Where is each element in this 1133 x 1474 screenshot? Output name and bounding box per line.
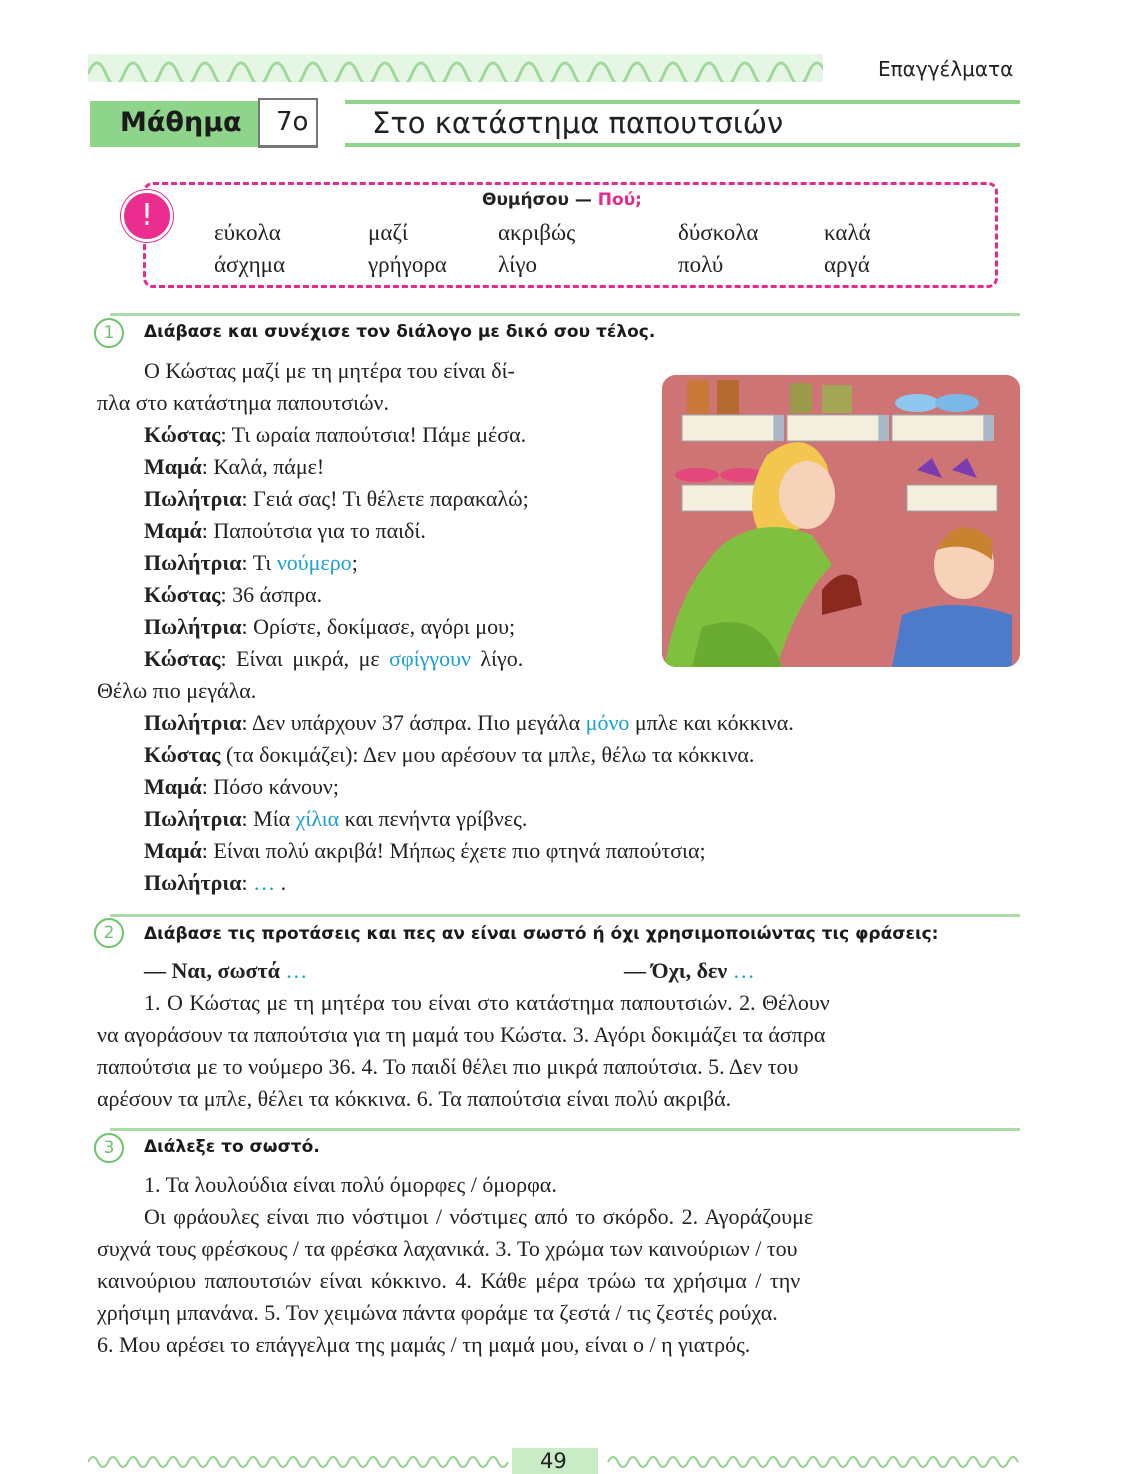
exercise-1-number: 1 — [94, 318, 124, 348]
dialogue-line: Μαμά: Πόσο κάνουν; — [144, 774, 339, 799]
page-number: 49 — [540, 1449, 567, 1473]
dialogue-line: Πωλήτρια: Ορίστε, δοκίμασε, αγόρι μου; — [144, 614, 516, 639]
word-item: εύκολα — [214, 220, 281, 245]
decorative-wave-band — [88, 54, 823, 82]
word-item: δύσκολα — [678, 220, 759, 245]
dialogue-line: Κώστας: Τι ωραία παπούτσια! Πάμε μέσα. — [144, 422, 527, 447]
choice-line: χρήσιμη μπανάνα. 5. Τον χειμώνα πάντα φοράμε τα ζεστά / τις ζεστές ρούχα. — [97, 1300, 778, 1325]
phrase-no: — Όχι, δεν … — [624, 958, 755, 983]
exercise-2-title: Διάβασε τις προτάσεις και πες αν είναι σωστό ή όχι χρησιμοποιώντας τις φράσεις: — [144, 924, 939, 944]
shoe-store-illustration — [662, 375, 1020, 667]
word-item: γρήγορα — [368, 252, 447, 277]
statement-line: παπούτσια με το νούμερο 36. 4. Το παιδί θέλει πιο μικρά παπούτσια. 5. Δεν του — [97, 1054, 799, 1079]
dialogue-line: Μαμά: Είναι πολύ ακριβά! Μήπως έχετε πιο φτηνά παπούτσια; — [144, 838, 706, 863]
exercise-2-number: 2 — [94, 918, 124, 948]
dialogue-line: Μαμά: Καλά, πάμε! — [144, 454, 325, 479]
dialogue-line: Κώστας: 36 άσπρα. — [144, 582, 323, 607]
choice-line: 6. Μου αρέσει το επάγγελμα της μαμάς / τη μαμά μου, είναι ο / η γιατρός. — [97, 1332, 751, 1357]
choice-line: Οι φράουλες είναι πιο νόστιμοι / νόστιμες από το σκόρδο. 2. Αγοράζουμε — [144, 1204, 814, 1229]
exercise-1-title: Διάβασε και συνέχισε τον διάλογο με δικό σου τέλος. — [144, 322, 656, 342]
word-item: ακριβώς — [498, 220, 576, 245]
statement-line: αρέσουν τα μπλε, θέλει τα κόκκινα. 6. Τα παπούτσια είναι πολύ ακριβά. — [97, 1086, 732, 1111]
word-item: αργά — [824, 252, 870, 277]
dialogue-continuation: Θέλω πιο μεγάλα. — [97, 678, 257, 703]
exercise-3-rule — [110, 1128, 1020, 1131]
dialogue-line: Κώστας: Είναι μικρά, με σφίγγουν λίγο. — [144, 646, 524, 671]
exercise-1-rule — [110, 313, 1020, 316]
phrase-yes: — Ναι, σωστά … — [144, 958, 308, 983]
word-item: μαζί — [368, 220, 409, 245]
dialogue-line: Μαμά: Παπούτσια για το παιδί. — [144, 518, 426, 543]
chapter-title: Επαγγέλματα — [878, 57, 1014, 81]
word-item: καλά — [824, 220, 871, 245]
lesson-title: Στο κατάστημα παπουτσιών — [372, 106, 784, 140]
word-item: λίγο — [498, 252, 538, 277]
word-item: άσχημα — [214, 252, 286, 277]
dialogue-line: Πωλήτρια: … . — [144, 870, 287, 895]
dialogue-line: Πωλήτρια: Δεν υπάρχουν 37 άσπρα. Πιο μεγάλα μόνο μπλε και κόκκινα. — [144, 710, 794, 735]
intro-line: Ο Κώστας μαζί με τη μητέρα του είναι δί- — [144, 358, 515, 383]
exercise-3-title: Διάλεξε το σωστό. — [144, 1137, 320, 1157]
choice-line: συχνά τους φρέσκους / τα φρέσκα λαχανικά. 3. Το χρώμα των καινούριων / του — [97, 1236, 798, 1261]
dialogue-line: Πωλήτρια: Γειά σας! Τι θέλετε παρακαλώ; — [144, 486, 529, 511]
lesson-number: 7ο — [276, 107, 309, 137]
statement-line: να αγοράσουν τα παπούτσια για τη μαμά του Κώστα. 3. Αγόρι δοκιμάζει τα άσπρα — [97, 1022, 826, 1047]
dialogue-line: Κώστας (τα δοκιμάζει): Δεν μου αρέσουν τα μπλε, θέλω τα κόκκινα. — [144, 742, 755, 767]
dialogue-line: Πωλήτρια: Μία χίλια και πενήντα γρίβνες. — [144, 806, 528, 831]
remember-title-question: Πού; — [597, 190, 642, 210]
lesson-label: Μάθημα — [120, 107, 242, 138]
lesson-title-rule-top — [345, 100, 1020, 104]
choice-line: 1. Τα λουλούδια είναι πολύ όμορφες / όμορφα. — [144, 1172, 557, 1197]
remember-title — [482, 190, 642, 210]
lesson-title-rule-bottom — [345, 143, 1020, 147]
dialogue-line: Πωλήτρια: Τι νούμερο; — [144, 550, 358, 575]
choice-line: καινούριου παπουτσιών είναι κόκκινο. 4. Κάθε μέρα τρώω τα χρήσιμα / την — [97, 1268, 801, 1293]
statement-line: 1. Ο Κώστας με τη μητέρα του είναι στο κατάστημα παπουτσιών. 2. Θέλουν — [144, 990, 830, 1015]
word-item: πολύ — [678, 252, 724, 277]
exercise-2-rule — [110, 914, 1020, 917]
intro-line: πλα στο κατάστημα παπουτσιών. — [97, 390, 389, 415]
exclamation-icon: ! — [121, 190, 173, 242]
exercise-3-number: 3 — [94, 1133, 124, 1163]
remember-title-text: Θυμήσου — — [482, 190, 598, 210]
